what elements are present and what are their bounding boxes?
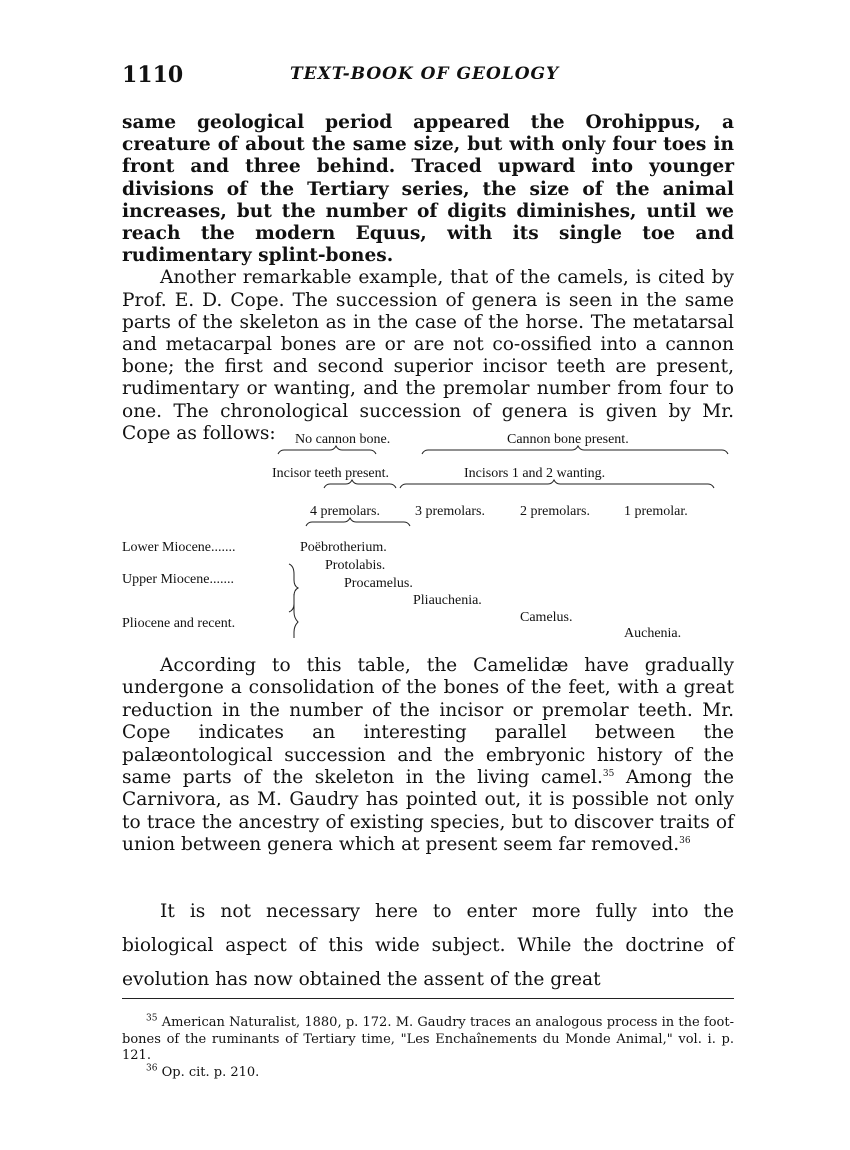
genus-poebrotherium: Poëbrotherium. [300,540,387,555]
footnote-ref-35: 35 [602,768,615,779]
page-header [122,62,732,92]
footnote-36-text: Op. cit. p. 210. [157,1064,260,1080]
label-cannon-bone-present: Cannon bone present. [507,432,629,447]
paragraph-camelidae [122,655,734,857]
footnote-35-text: American Naturalist, 1880, p. 172. M. Gaudry traces an analogous process in the foot-bones of the ruminants of Tertiary time, "Les Enchaînements du Monde Animal," vol. i. p. 121. [122,1015,734,1063]
footnote-mark-35: 35 [146,1013,158,1024]
label-2-premolars: 2 premolars. [520,504,590,519]
genus-auchenia: Auchenia. [624,626,682,641]
paragraph-camelidae-text-b: Among the Carnivora, as M. Gaudry has pointed out, it is possible not only to trace the ancestry of existing species, but to discover traits of union between genera which at present seem far removed. [122,767,734,856]
running-title: TEXT-BOOK OF GEOLOGY [290,64,560,84]
label-4-premolars: 4 premolars. [310,504,380,519]
genus-camelus: Camelus. [520,610,573,625]
paragraph-camelidae-block [122,655,734,857]
period-pliocene-recent: Pliocene and recent. [122,616,236,631]
main-text [122,112,734,445]
period-upper-miocene: Upper Miocene....... [122,572,234,587]
camel-succession-table [122,432,734,647]
label-incisor-teeth-present: Incisor teeth present. [272,466,390,481]
footnote-ref-36: 36 [679,836,691,847]
label-no-cannon-bone: No cannon bone. [295,432,391,447]
page-number: 1110 [122,62,184,88]
footnote-divider [122,998,734,999]
paragraph-camelidae-text-a: According to this table, the Camelidæ have gradually undergone a consolidation of the bones of the feet, with a great reduction in the number of the incisor or premolar teeth. Mr. Cope indicates an interesting parallel between the palæontological succession and the embryonic history of the same parts of the skeleton in the living camel. [122,655,734,789]
period-lower-miocene: Lower Miocene....... [122,540,236,555]
footnote-35 [122,1015,734,1065]
paragraph-horse-evolution: same geological period appeared the Orohippus, a creature of about the same size, but with only four toes in front and three behind. Traced upward into younger divisions of the Tertiary series, the size of the animal increases, but the number of digits diminishes, until we reach the modern Equus, with its single toe and rudimentary splint-bones. [122,112,734,267]
footnote-36 [122,1065,734,1082]
paragraph-evolution-block [122,895,734,997]
paragraph-evolution: It is not necessary here to enter more fully into the biological aspect of this wide subject. While the doctrine of evolution has now obtained the assent of the great [122,901,734,990]
genus-protolabis: Protolabis. [325,558,386,573]
genus-pliauchenia: Pliauchenia. [413,593,482,608]
bracket-pliocene [294,594,298,638]
genus-procamelus: Procamelus. [344,576,413,591]
label-1-premolar: 1 premolar. [624,504,688,519]
label-incisors-wanting: Incisors 1 and 2 wanting. [464,466,606,481]
label-3-premolars: 3 premolars. [415,504,485,519]
paragraph-camel-example: Another remarkable example, that of the camels, is cited by Prof. E. D. Cope. The succession of genera is seen in the same parts of the skeleton as in the case of the horse. The metatarsal and metacarpal bones are or are not co-ossified into a cannon bone; the first and second superior incisor teeth are present, rudimentary or wanting, and the premolar number from four to one. The chronological succession of genera is given by Mr. Cope as follows: [122,267,734,444]
footnotes [122,1015,734,1081]
footnote-mark-36: 36 [146,1063,158,1074]
